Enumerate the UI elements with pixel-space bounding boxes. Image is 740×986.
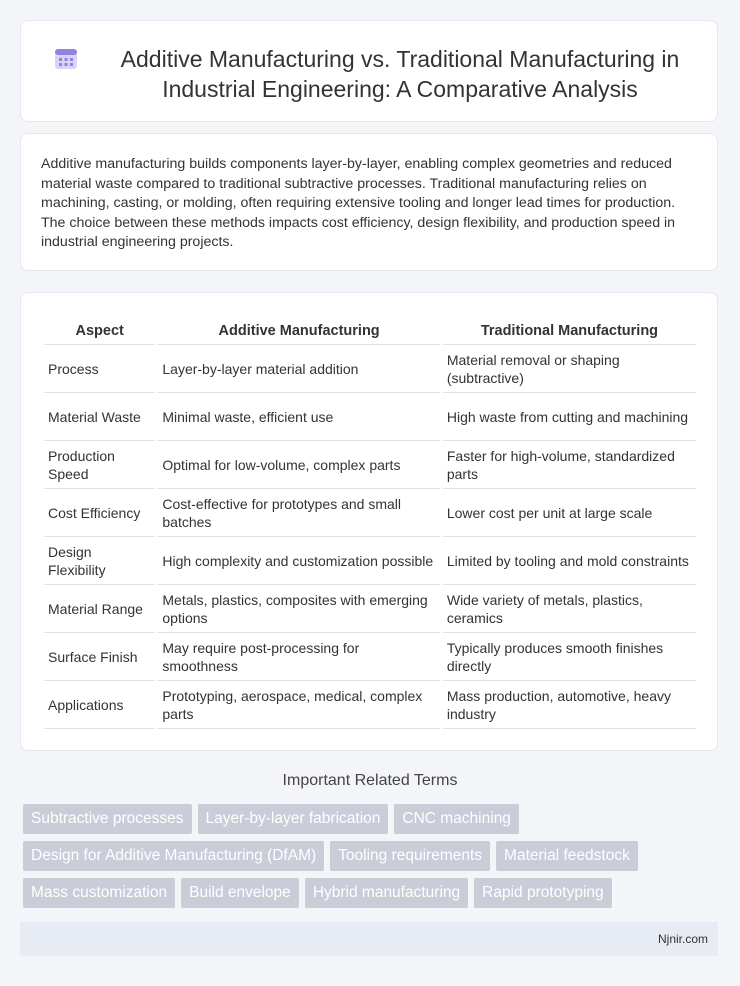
aspect-cell: Production Speed [44, 441, 155, 489]
table-row [44, 537, 696, 585]
tag-tooling-requirements[interactable]: Tooling requirements [330, 841, 490, 871]
traditional-cell: Lower cost per unit at large scale [443, 489, 696, 537]
aspect-cell: Process [44, 345, 155, 393]
table-row [44, 585, 696, 633]
calendar-icon [53, 45, 79, 71]
aspect-cell: Material Range [44, 585, 155, 633]
additive-cell: Minimal waste, efficient use [158, 393, 439, 441]
traditional-cell: Material removal or shaping (subtractive) [443, 345, 696, 393]
page-title: Additive Manufacturing vs. Traditional Manufacturing in Industrial Engineering: A Comparative Analysis [120, 46, 680, 102]
aspect-cell: Design Flexibility [44, 537, 155, 585]
traditional-cell: Wide variety of metals, plastics, ceramics [443, 585, 696, 633]
additive-cell: Prototyping, aerospace, medical, complex parts [158, 681, 439, 729]
traditional-cell: High waste from cutting and machining [443, 393, 696, 441]
additive-cell: Metals, plastics, composites with emerging options [158, 585, 439, 633]
footer [20, 922, 718, 956]
aspect-cell: Material Waste [44, 393, 155, 441]
tag-dfam[interactable]: Design for Additive Manufacturing (DfAM) [23, 841, 324, 871]
header-additive: Additive Manufacturing [158, 313, 439, 345]
traditional-cell: Limited by tooling and mold constraints [443, 537, 696, 585]
tag-build-envelope[interactable]: Build envelope [181, 878, 299, 908]
tag-mass-customization[interactable]: Mass customization [23, 878, 175, 908]
tag-layer-by-layer-fabrication[interactable]: Layer-by-layer fabrication [198, 804, 389, 834]
tag-material-feedstock[interactable]: Material feedstock [496, 841, 638, 871]
table-row [44, 633, 696, 681]
header-aspect: Aspect [44, 313, 155, 345]
additive-cell: Optimal for low-volume, complex parts [158, 441, 439, 489]
traditional-cell: Mass production, automotive, heavy industry [443, 681, 696, 729]
tag-rapid-prototyping[interactable]: Rapid prototyping [474, 878, 612, 908]
intro-paragraph: Additive manufacturing builds components layer-by-layer, enabling complex geometries and reduced material waste compared to traditional subtractive processes. Traditional manufacturing relies on machining, casting, or molding, often requiring extensive tooling and longer lead times for production. The choice between these methods impacts cost efficiency, design flexibility, and production speed in industrial engineering projects. [41, 156, 676, 251]
aspect-cell: Applications [44, 681, 155, 729]
traditional-cell: Typically produces smooth finishes directly [443, 633, 696, 681]
comparison-table-card [20, 292, 718, 751]
table-row [44, 441, 696, 489]
tag-row [23, 878, 723, 908]
tag-row [23, 804, 723, 834]
traditional-cell: Faster for high-volume, standardized parts [443, 441, 696, 489]
comparison-table [41, 313, 699, 729]
aspect-cell: Cost Efficiency [44, 489, 155, 537]
tag-cnc-machining[interactable]: CNC machining [394, 804, 519, 834]
additive-cell: Layer-by-layer material addition [158, 345, 439, 393]
related-terms-title: Important Related Terms [282, 772, 458, 789]
related-terms-list [23, 804, 723, 915]
tag-row [23, 841, 723, 871]
additive-cell: Cost-effective for prototypes and small batches [158, 489, 439, 537]
additive-cell: May require post-processing for smoothness [158, 633, 439, 681]
footer-site-link[interactable]: Njnir.com [657, 932, 708, 946]
table-row [44, 681, 696, 729]
intro-card [20, 133, 718, 271]
table-row [44, 345, 696, 393]
table-row [44, 489, 696, 537]
table-header-row [44, 313, 696, 345]
title-card [20, 20, 718, 122]
aspect-cell: Surface Finish [44, 633, 155, 681]
header-traditional: Traditional Manufacturing [443, 313, 696, 345]
tag-subtractive-processes[interactable]: Subtractive processes [23, 804, 192, 834]
tag-hybrid-manufacturing[interactable]: Hybrid manufacturing [305, 878, 468, 908]
table-row [44, 393, 696, 441]
additive-cell: High complexity and customization possible [158, 537, 439, 585]
